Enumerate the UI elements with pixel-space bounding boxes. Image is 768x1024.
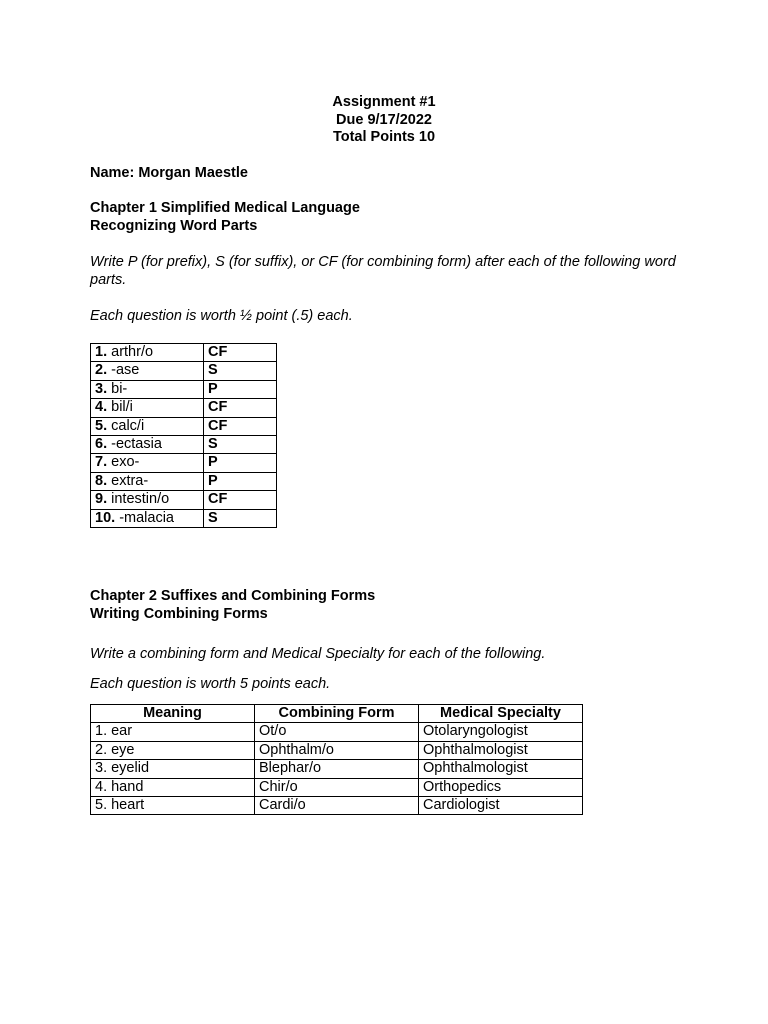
table-row: [91, 491, 277, 509]
table-row: [91, 436, 277, 454]
answer-cell: S: [204, 509, 277, 527]
table-row: [91, 760, 583, 778]
assignment-header: [0, 94, 768, 147]
word-part-term: exo-: [111, 454, 140, 471]
meaning-cell: 1. ear: [91, 723, 255, 741]
due-date: Due 9/17/2022: [336, 111, 432, 128]
question-number: 8.: [95, 472, 108, 489]
medical-specialty-cell: Cardiologist: [419, 797, 583, 815]
question-number: 5.: [95, 417, 108, 434]
meaning-cell: 3. eyelid: [91, 760, 255, 778]
chapter1-instruction: Write P (for prefix), S (for suffix), or CF (for combining form) after each of the following word parts.: [90, 254, 676, 288]
word-part-term: -malacia: [119, 509, 174, 526]
word-part-term: -ase: [111, 362, 140, 379]
table-row: [91, 472, 277, 490]
column-header-meaning: Meaning: [91, 705, 255, 723]
word-part-cell: [91, 362, 204, 380]
question-number: 3.: [95, 380, 108, 397]
combining-form-cell: Blephar/o: [255, 760, 419, 778]
word-part-term: arthr/o: [111, 344, 154, 360]
question-number: 4.: [95, 399, 108, 416]
combining-form-cell: Cardi/o: [255, 797, 419, 815]
question-number: 9.: [95, 491, 108, 508]
word-part-cell: [91, 472, 204, 490]
word-part-cell: [91, 380, 204, 398]
combining-form-cell: Ophthalm/o: [255, 741, 419, 759]
chapter1-title: Chapter 1 Simplified Medical Language: [90, 200, 360, 216]
table-row: [91, 778, 583, 796]
word-part-term: bil/i: [111, 399, 133, 416]
question-number: 6.: [95, 436, 108, 453]
word-part-cell: [91, 436, 204, 454]
table-row: [91, 344, 277, 362]
meaning-cell: 2. eye: [91, 741, 255, 759]
word-part-term: bi-: [111, 380, 128, 397]
question-number: 10.: [95, 509, 116, 526]
table-row: [91, 454, 277, 472]
chapter2-title: Chapter 2 Suffixes and Combining Forms: [90, 588, 376, 604]
table-row: [91, 399, 277, 417]
word-part-cell: [91, 491, 204, 509]
answer-cell: CF: [204, 344, 277, 362]
total-points: Total Points 10: [332, 129, 436, 145]
medical-specialty-cell: Orthopedics: [419, 778, 583, 796]
meaning-cell: 5. heart: [91, 797, 255, 815]
table-header-row: [91, 705, 583, 723]
chapter1-heading: [90, 200, 360, 235]
word-part-term: -ectasia: [111, 436, 162, 453]
word-part-term: calc/i: [111, 417, 145, 434]
question-number: 1.: [95, 344, 108, 360]
word-part-cell: [91, 454, 204, 472]
chapter2-points-note: Each question is worth 5 points each.: [90, 676, 331, 692]
question-number: 7.: [95, 454, 108, 471]
column-header-medical-specialty: Medical Specialty: [419, 705, 583, 723]
word-part-cell: [91, 344, 204, 362]
student-name: Name: Morgan Maestle: [90, 165, 248, 181]
word-part-term: intestin/o: [111, 491, 170, 508]
answer-cell: P: [204, 472, 277, 490]
word-part-cell: [91, 509, 204, 527]
medical-specialty-cell: Ophthalmologist: [419, 741, 583, 759]
combining-form-cell: Ot/o: [255, 723, 419, 741]
chapter1-subtitle: Recognizing Word Parts: [90, 217, 258, 234]
answer-cell: S: [204, 436, 277, 454]
combining-forms-table: [90, 704, 583, 815]
answer-cell: P: [204, 454, 277, 472]
table-row: [91, 417, 277, 435]
answer-cell: P: [204, 380, 277, 398]
table-row: [91, 797, 583, 815]
assignment-title: Assignment #1: [332, 94, 436, 110]
table-row: [91, 362, 277, 380]
chapter2-subtitle: Writing Combining Forms: [90, 605, 268, 622]
question-number: 2.: [95, 362, 108, 379]
answer-cell: CF: [204, 399, 277, 417]
combining-form-cell: Chir/o: [255, 778, 419, 796]
chapter1-points-note: Each question is worth ½ point (.5) each.: [90, 308, 353, 324]
table-row: [91, 741, 583, 759]
meaning-cell: 4. hand: [91, 778, 255, 796]
table-row: [91, 380, 277, 398]
chapter2-instruction: Write a combining form and Medical Specialty for each of the following.: [90, 646, 546, 662]
table-row: [91, 723, 583, 741]
medical-specialty-cell: Ophthalmologist: [419, 760, 583, 778]
word-part-term: extra-: [111, 472, 149, 489]
word-part-cell: [91, 399, 204, 417]
answer-cell: CF: [204, 491, 277, 509]
word-part-cell: [91, 417, 204, 435]
answer-cell: CF: [204, 417, 277, 435]
answer-cell: S: [204, 362, 277, 380]
chapter2-heading: [90, 588, 375, 623]
word-parts-table: [90, 343, 277, 528]
medical-specialty-cell: Otolaryngologist: [419, 723, 583, 741]
table-row: [91, 509, 277, 527]
column-header-combining-form: Combining Form: [255, 705, 419, 723]
